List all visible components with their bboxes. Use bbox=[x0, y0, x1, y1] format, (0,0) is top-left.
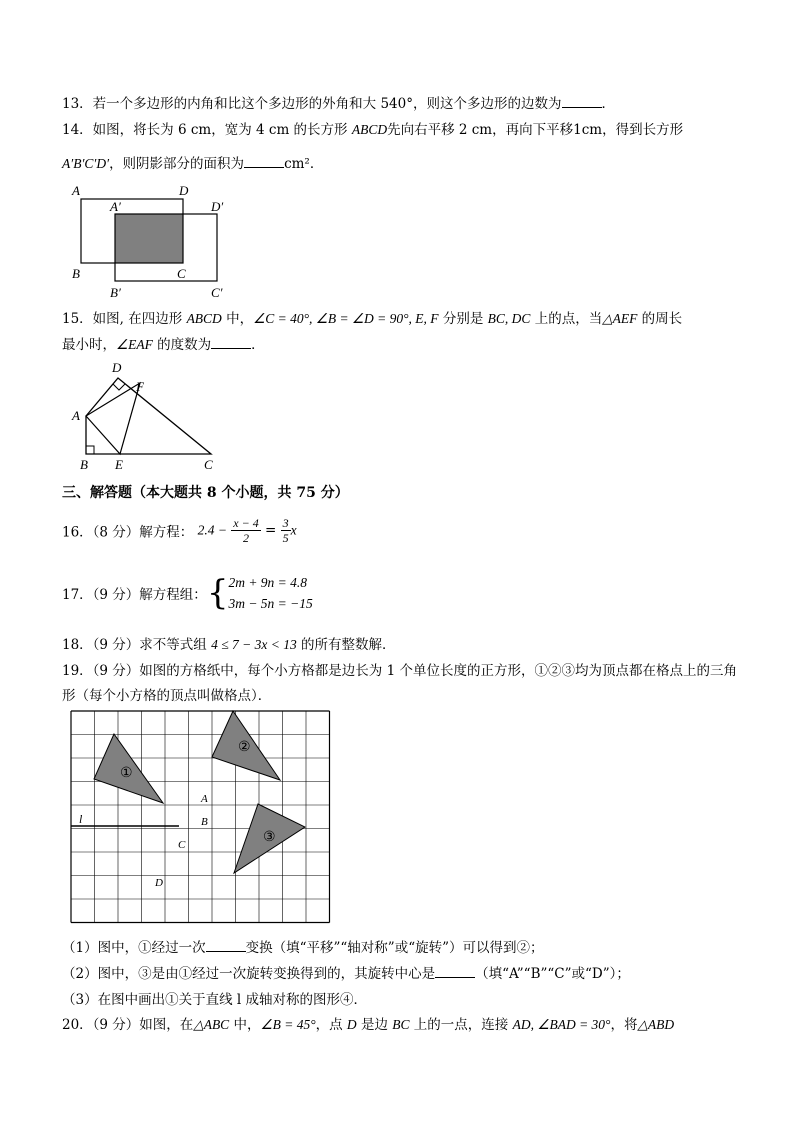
label-point-c: C bbox=[178, 839, 186, 851]
q19-sub1b: 变换（填“平移”“轴对称”或“旋转”）可以得到②； bbox=[245, 940, 544, 956]
question-15-line2 bbox=[62, 333, 265, 353]
q17-eq2: 3m − 5n = −15 bbox=[228, 596, 313, 611]
q14-rectangle-figure bbox=[68, 180, 238, 302]
q20-side-bc: BC bbox=[392, 1017, 410, 1032]
label-f: F bbox=[136, 379, 144, 394]
q15-end1: 的周长 bbox=[637, 311, 683, 327]
q17-system bbox=[228, 572, 312, 614]
label-l: l bbox=[79, 812, 83, 826]
label-a-prime: A′ bbox=[110, 199, 121, 214]
question-14-line2 bbox=[62, 152, 323, 172]
label-b: B bbox=[80, 457, 88, 472]
q20-d: 是边 bbox=[356, 1017, 393, 1033]
q19-sub2b: （填“A”“B”“C”或“D”）； bbox=[475, 966, 630, 982]
q15-mid: 中， bbox=[221, 311, 254, 327]
section-3-heading: 三、解答题（本大题共 8 个小题，共 75 分） bbox=[62, 485, 349, 501]
q15-sides: BC, DC bbox=[487, 311, 531, 326]
q17-label: 17．（9 分）解方程组： bbox=[62, 587, 207, 603]
q20-c: ，点 bbox=[315, 1017, 347, 1033]
shaded-overlap bbox=[115, 214, 183, 263]
label-c-prime: C′ bbox=[211, 285, 223, 300]
q20-f: ，将 bbox=[610, 1017, 638, 1033]
question-19-line2: 形（每个小方格的顶点叫做格点）． bbox=[62, 688, 272, 704]
q16-num2: 3 bbox=[282, 516, 289, 530]
q15-text: 15．如图, 在四边形 bbox=[62, 311, 187, 327]
q14-unit: cm² bbox=[284, 156, 310, 172]
label-point-a: A bbox=[201, 793, 208, 805]
question-13 bbox=[62, 92, 615, 112]
q14-text-c: ，则阴影部分的面积为 bbox=[109, 156, 245, 172]
q16-var: x bbox=[290, 522, 297, 538]
q15-mid3: 上的点，当 bbox=[530, 311, 603, 327]
q19-answer-blank-2[interactable] bbox=[435, 964, 475, 978]
q20-triangle: △ABC bbox=[193, 1017, 230, 1032]
label-d-prime: D′ bbox=[211, 199, 224, 214]
q15-angle: ∠EAF bbox=[116, 337, 153, 352]
q15-line2b: 的度数为 bbox=[152, 337, 212, 353]
label-a: A bbox=[72, 183, 80, 198]
label-point-d: D bbox=[155, 877, 163, 889]
quad-abcd bbox=[86, 378, 211, 454]
q15-line2a: 最小时， bbox=[62, 337, 116, 353]
q15-quadrilateral-figure bbox=[68, 358, 228, 474]
label-point-b: B bbox=[201, 816, 208, 828]
q19-sub2a: （2）图中，③是由①经过一次旋转变换得到的，其旋转中心是 bbox=[62, 966, 436, 982]
q20-triangle-2: △ABD bbox=[637, 1017, 675, 1032]
q17-brace: { bbox=[206, 573, 229, 613]
label-b-prime: B′ bbox=[110, 285, 121, 300]
q18-inequality: 4 ≤ 7 − 3x < 13 bbox=[211, 637, 297, 652]
label-d: D bbox=[112, 360, 122, 375]
q14-rect2-name: A′B′C′D′ bbox=[62, 156, 110, 171]
question-19-part3: （3）在图中画出①关于直线 l 成轴对称的图形④． bbox=[62, 992, 367, 1008]
q20-angle-b: ∠B = 45° bbox=[260, 1017, 316, 1032]
label-triangle-1: ① bbox=[120, 766, 133, 781]
q13-answer-blank[interactable] bbox=[562, 94, 602, 108]
label-e: E bbox=[115, 457, 123, 472]
q17-eq1: 2m + 9n = 4.8 bbox=[228, 575, 308, 590]
question-19-part2 bbox=[62, 962, 630, 982]
q15-end2: ． bbox=[251, 337, 265, 353]
label-d: D bbox=[179, 183, 189, 198]
q18-label: 18．（9 分）求不等式组 bbox=[62, 637, 212, 653]
q14-rect-name: ABCD bbox=[351, 122, 388, 137]
q15-triangle: △AEF bbox=[602, 311, 638, 326]
question-14-line1 bbox=[62, 118, 683, 138]
question-15-line1 bbox=[62, 307, 682, 327]
q14-text: 14．如图，将长为 6 cm，宽为 4 cm 的长方形 bbox=[62, 122, 352, 138]
q15-condition: ∠C = 40°, ∠B = ∠D = 90°, E, F bbox=[253, 311, 439, 326]
q16-eq: = bbox=[265, 522, 277, 539]
q13-text: 13．若一个多边形的内角和比这个多边形的外角和大 540°，则这个多边形的边数为 bbox=[62, 96, 562, 112]
right-angle-b bbox=[86, 446, 94, 454]
q16-den2: 5 bbox=[282, 531, 289, 545]
q14-text-b: 先向右平移 2 cm，再向下平移1cm，得到长方形 bbox=[387, 122, 684, 138]
q16-label: 16．（8 分）解方程： bbox=[62, 524, 194, 541]
q16-fraction-2 bbox=[281, 516, 291, 545]
label-triangle-2: ② bbox=[238, 740, 251, 755]
q15-mid2: 分别是 bbox=[438, 311, 488, 327]
q16-lhs: 2.4 − bbox=[197, 522, 227, 538]
q19-grid-figure bbox=[68, 708, 332, 924]
question-17 bbox=[62, 572, 313, 614]
question-19-part1 bbox=[62, 936, 544, 956]
q16-fraction-1 bbox=[231, 516, 260, 545]
label-a: A bbox=[72, 408, 80, 423]
q14-end: ． bbox=[309, 156, 324, 172]
q20-a: 20．（9 分）如图，在 bbox=[62, 1017, 194, 1033]
q19-answer-blank-1[interactable] bbox=[206, 938, 246, 952]
right-angle-d bbox=[113, 384, 125, 390]
q20-condition: AD, ∠BAD = 30° bbox=[512, 1017, 611, 1032]
question-16 bbox=[62, 516, 297, 545]
q20-e: 上的一点，连接 bbox=[409, 1017, 513, 1033]
q15-quad: ABCD bbox=[186, 311, 222, 326]
question-19-line1: 19．（9 分）如图的方格纸中，每个小方格都是边长为 1 个单位长度的正方形，①②③均为顶点都在格点上的三角 bbox=[62, 663, 737, 679]
label-triangle-3: ③ bbox=[263, 830, 276, 845]
label-c: C bbox=[204, 457, 213, 472]
q14-answer-blank[interactable] bbox=[244, 154, 284, 168]
q20-point-d: D bbox=[346, 1017, 357, 1032]
q15-answer-blank[interactable] bbox=[211, 335, 251, 349]
q19-sub1a: （1）图中，①经过一次 bbox=[62, 940, 206, 956]
q16-num1: x − 4 bbox=[233, 516, 259, 530]
question-20 bbox=[62, 1013, 674, 1033]
triangle-aef bbox=[86, 383, 140, 454]
question-18 bbox=[62, 633, 396, 653]
q18-end: 的所有整数解． bbox=[296, 637, 396, 653]
label-b: B bbox=[72, 266, 80, 281]
q13-end: ． bbox=[601, 96, 615, 112]
label-c: C bbox=[177, 266, 186, 281]
q16-den1: 2 bbox=[243, 531, 249, 545]
q20-b: 中， bbox=[229, 1017, 261, 1033]
